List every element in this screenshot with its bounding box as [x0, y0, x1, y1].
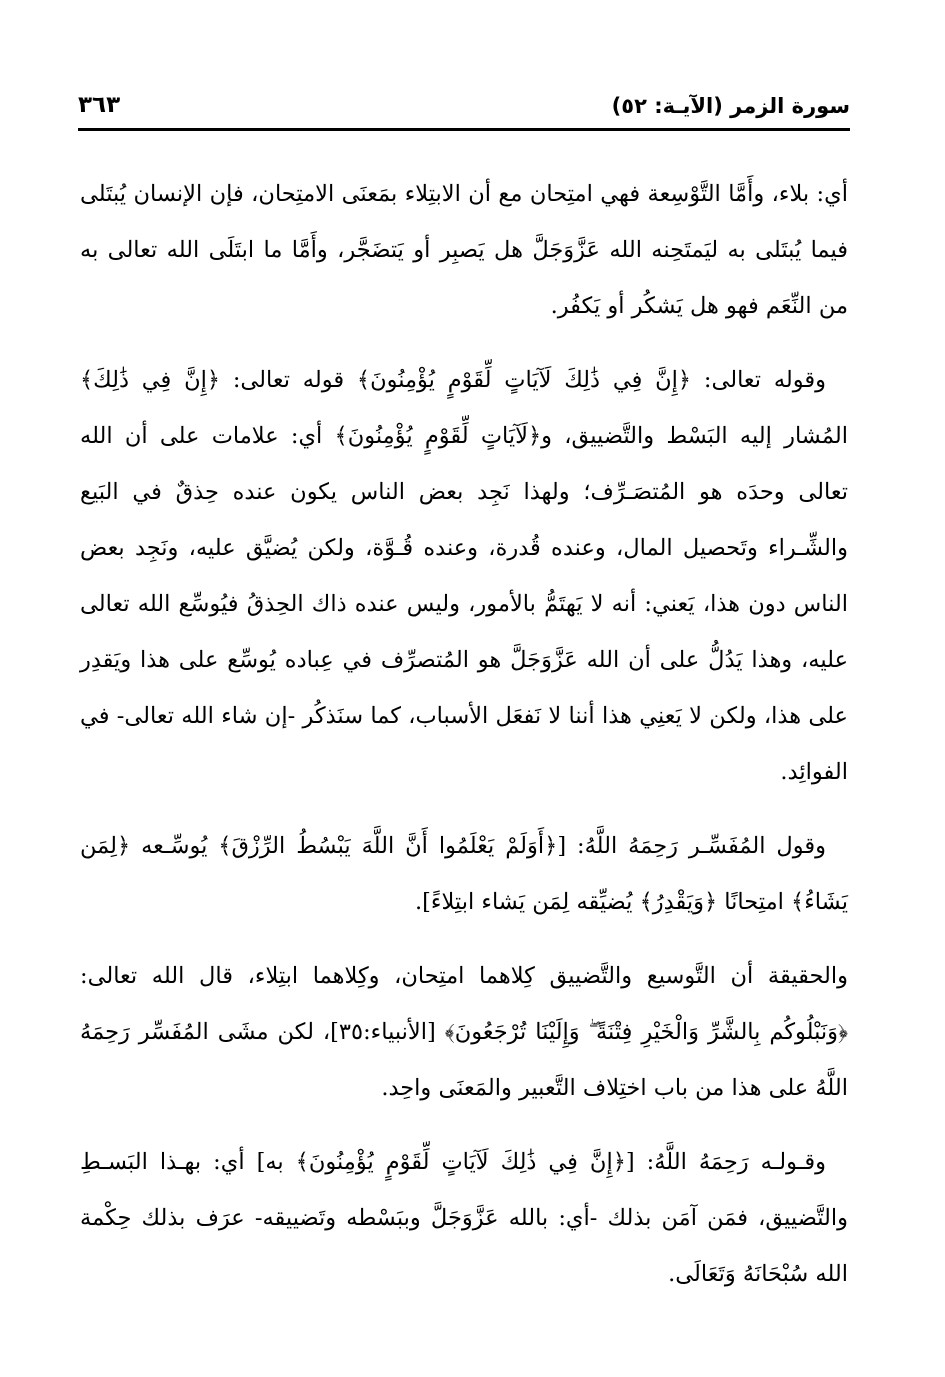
page-number: ٣٦٣ [78, 92, 121, 118]
paragraph: وقول المُفَسِّـر رَحِمَهُ اللَّهُ: [﴿أَوَلَمْ يَعْلَمُوا أَنَّ اللَّهَ يَبْسُطُ الرِّزْقَ﴾ يُوسِّـعه ﴿لِمَن يَشَاءُ﴾ امتِحانًا ﴿وَيَقْدِرُ﴾ يُضيِّقه لِمَن يَشاء ابتِلاءً]. [80, 833, 848, 915]
paragraph: وقوله تعالى: ﴿إِنَّ فِي ذَٰلِكَ لَآيَاتٍ لِّقَوْمٍ يُؤْمِنُونَ﴾ قوله تعالى: ﴿إِنَّ فِي ذَٰلِكَ﴾ المُشار إليه البَسْط والتَّضييق، و﴿لَآيَاتٍ لِّقَوْمٍ يُؤْمِنُونَ﴾ أي: علامات على أن الله تعالى وحدَه هو المُتصَـرِّف؛ ولهذا نَجِد بعض الناس يكون عنده حِذقٌ في البَيع والشِّـراء وتَحصيل المال، وعنده قُدرة، وعنده قُـوَّة، ولكن يُضيَّق عليه، ونَجِد بعض الناس دون هذا، يَعني: أنه لا يَهتَمُّ بالأمور، وليس عنده ذاك الحِذقُ فيُوسِّع الله تعالى عليه، وهذا يَدُلُّ على أن الله عَزَّوَجَلَّ هو المُتصرِّف في عِباده يُوسِّع على هذا ويَقدِر على هذا، ولكن لا يَعنِي هذا أننا لا نَفعَل الأسباب، كما سنَذكُر -إن شاء الله تعالى- في الفوائِد. [80, 367, 848, 785]
surah-title: سورة الزمر (الآيـة: ٥٢) [611, 94, 850, 118]
paragraph: والحقيقة أن التَّوسيع والتَّضييق كِلاهما امتِحان، وكِلاهما ابتِلاء، قال الله تعالى: ﴿وَنَبْلُوكُم بِالشَّرِّ وَالْخَيْرِ فِتْنَةً ۖ وَإِلَيْنَا تُرْجَعُونَ﴾ [الأنبياء:٣٥]، لكن مشَى المُفَسِّر رَحِمَهُ اللَّهُ على هذا من باب اختِلاف التَّعبير والمَعنَى واحِد. [80, 963, 848, 1101]
header-divider [78, 128, 850, 131]
paragraph: أي: بلاء، وأَمَّا التَّوْسِعة فهي امتِحان مع أن الابتِلاء بمَعنَى الامتِحان، فإن الإنسان يُبتَلى فيما يُبتَلى به ليَمتَحِنه الله عَزَّوَجَلَّ هل يَصبِر أو يَتضَجَّر، وأَمَّا ما ابتَلَى الله تعالى به من النِّعَم فهو هل يَشكُر أو يَكفُر. [80, 181, 848, 319]
page-body [80, 166, 848, 1320]
page-header [78, 90, 850, 130]
paragraph: وقـولـه رَحِمَهُ اللَّهُ: [﴿إِنَّ فِي ذَٰلِكَ لَآيَاتٍ لِّقَوْمٍ يُؤْمِنُونَ﴾ به] أي: بهـذا البَسـطِ والتَّضييق، فمَن آمَن بذلك -أي: بالله عَزَّوَجَلَّ وببَسْطه وتَضييقه- عرَف بذلك حِكْمة الله سُبْحَانَهُ وَتَعَالَى. [80, 1149, 848, 1287]
